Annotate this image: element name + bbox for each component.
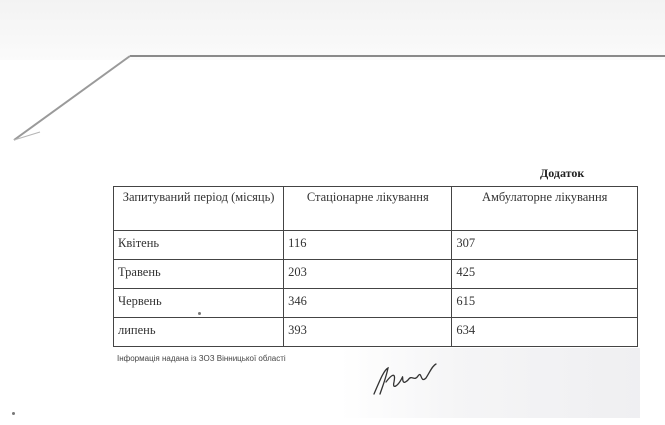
cell-outpatient: 307 <box>452 231 638 260</box>
table-row <box>114 231 638 260</box>
appendix-heading: Додаток <box>540 166 585 180</box>
source-footnote: Інформація надана із ЗОЗ Вінницької області <box>117 354 286 363</box>
cell-month: Травень <box>114 260 284 289</box>
speck-mark <box>12 412 15 415</box>
cell-inpatient: 393 <box>284 318 452 347</box>
table-row <box>114 289 638 318</box>
cell-month: Червень <box>114 289 284 318</box>
table-row <box>114 318 638 347</box>
table-header-row <box>114 187 638 231</box>
cell-outpatient: 425 <box>452 260 638 289</box>
cell-inpatient: 203 <box>284 260 452 289</box>
cell-month: липень <box>114 318 284 347</box>
cell-outpatient: 634 <box>452 318 638 347</box>
cell-month: Квітень <box>114 231 284 260</box>
data-table <box>113 186 638 347</box>
header-period: Запитуваний період (місяць) <box>114 187 284 231</box>
cell-inpatient: 346 <box>284 289 452 318</box>
header-inpatient: Стаціонарне лікування <box>284 187 452 231</box>
header-outpatient: Амбулаторне лікування <box>452 187 638 231</box>
speck-mark <box>198 312 201 315</box>
handwritten-signature <box>370 360 450 400</box>
cell-inpatient: 116 <box>284 231 452 260</box>
table-row <box>114 260 638 289</box>
cell-outpatient: 615 <box>452 289 638 318</box>
